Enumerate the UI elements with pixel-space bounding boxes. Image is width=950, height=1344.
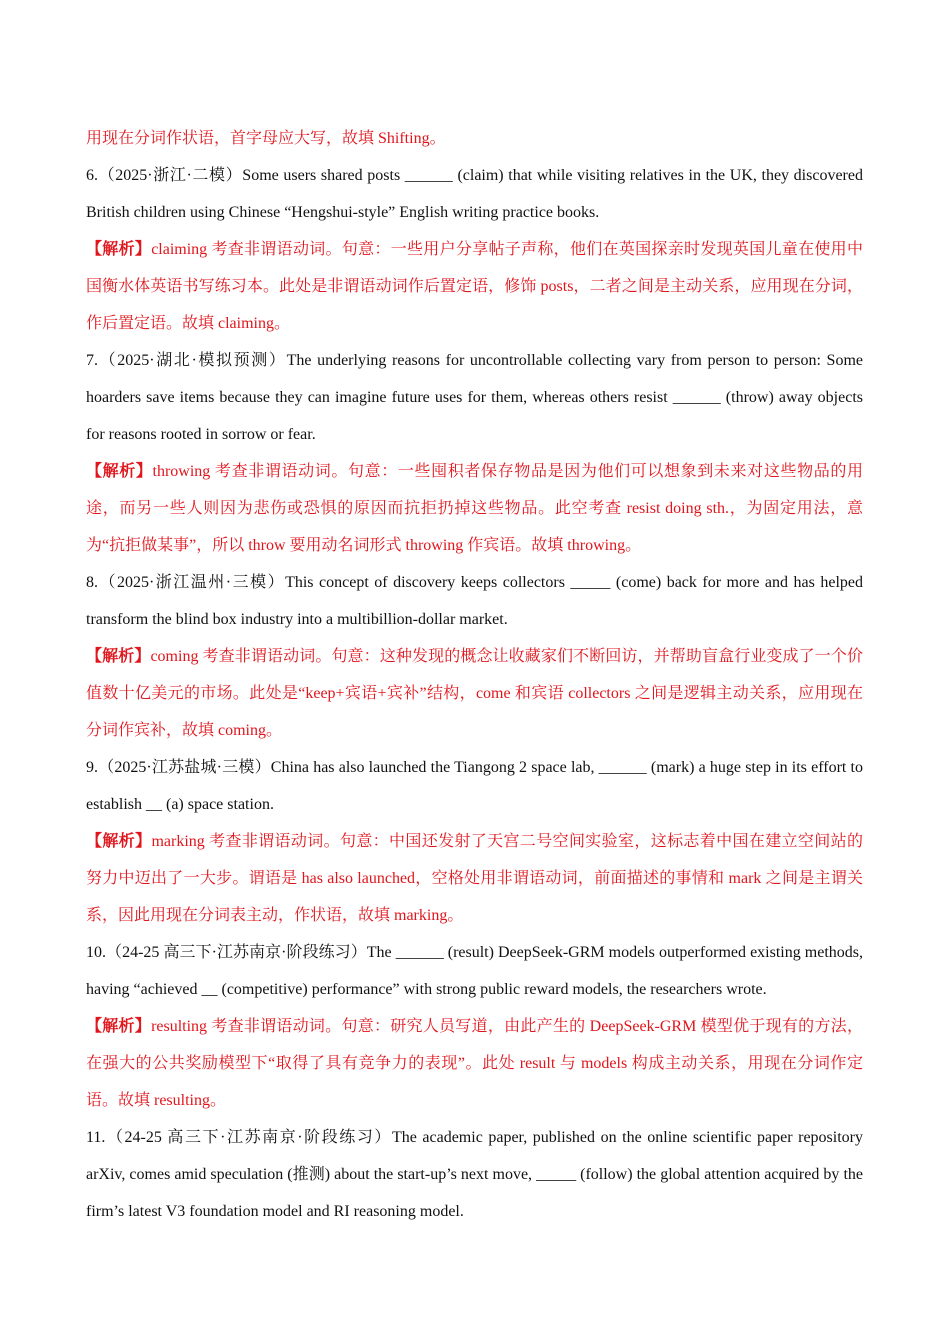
analysis-text-7: throwing 考查非谓语动词。句意：一些囤积者保存物品是因为他们可以想象到未来对这些物品的用途，而另一些人则因为悲伤或恐惧的原因而抗拒扔掉这些物品。此空考查 resist doing sth.，为固定用法，意为“抗拒做某事”，所以 throw 要用动名词形式 throwing 作宾语。故填 throwing。 (86, 463, 863, 554)
analysis-7 (86, 453, 863, 564)
analysis-6 (86, 231, 863, 342)
question-11: 11.（24-25 高三下·江苏南京·阶段练习）The academic paper, published on the online scientific paper repository arXiv, comes amid speculation (推测) about the start-up’s next move, _____ (follow) the global attention acquired by the firm’s latest V3 foundation model and RI reasoning model. (86, 1129, 863, 1220)
analysis-8 (86, 638, 863, 749)
analysis-label-6: 【解析】 (86, 241, 152, 258)
analysis-text-8: coming 考查非谓语动词。句意：这种发现的概念让收藏家们不断回访，并帮助盲盒行业变成了一个价值数十亿美元的市场。此处是“keep+宾语+宾补”结构，come 和宾语 collectors 之间是逻辑主动关系，应用现在分词作宾补，故填 coming。 (86, 648, 863, 739)
analysis-label-9: 【解析】 (86, 833, 152, 850)
question-7: 7.（2025·湖北·模拟预测）The underlying reasons for uncontrollable collecting vary from person to person: Some hoarders save items because they can imagine future uses for them, whereas others resist ______ (throw) away objects for reasons rooted in sorrow or fear. (86, 352, 863, 443)
analysis-text-6: claiming 考查非谓语动词。句意：一些用户分享帖子声称，他们在英国探亲时发现英国儿童在使用中国衡水体英语书写练习本。此处是非谓语动词作后置定语，修饰 posts，二者之间是主动关系，应用现在分词，作后置定语。故填 claiming。 (86, 241, 863, 332)
analysis-10 (86, 1008, 863, 1119)
analysis-label-10: 【解析】 (86, 1018, 152, 1035)
analysis-label-7: 【解析】 (86, 463, 153, 480)
analysis-text-9: marking 考查非谓语动词。句意：中国还发射了天宫二号空间实验室，这标志着中国在建立空间站的努力中迈出了一大步。谓语是 has also launched，空格处用非谓语动词，前面描述的事情和 mark 之间是主谓关系，因此用现在分词表主动，作状语，故填 marking。 (86, 833, 863, 924)
analysis-9 (86, 823, 863, 934)
question-8: 8.（2025·浙江温州·三模）This concept of discovery keeps collectors _____ (come) back for more and has helped transform the blind box industry into a multibillion-dollar market. (86, 574, 863, 628)
analysis-label-8: 【解析】 (86, 648, 151, 665)
question-9: 9.（2025·江苏盐城·三模）China has also launched the Tiangong 2 space lab, ______ (mark) a huge step in its effort to establish __ (a) space station. (86, 759, 863, 813)
analysis-text-10: resulting 考查非谓语动词。句意：研究人员写道，由此产生的 DeepSeek-GRM 模型优于现有的方法，在强大的公共奖励模型下“取得了具有竞争力的表现”。此处 result 与 models 构成主动关系，用现在分词作定语。故填 resulting。 (86, 1018, 863, 1109)
question-6: 6.（2025·浙江·二模）Some users shared posts ______ (claim) that while visiting relatives in the UK, they discovered British children using Chinese “Hengshui-style” English writing practice books. (86, 167, 863, 221)
document-page (86, 120, 863, 1230)
analysis-continuation: 用现在分词作状语，首字母应大写，故填 Shifting。 (86, 130, 446, 147)
question-10: 10.（24-25 高三下·江苏南京·阶段练习）The ______ (result) DeepSeek-GRM models outperformed existing methods, having “achieved __ (competitive) performance” with strong public reward models, the researchers wrote. (86, 944, 863, 998)
